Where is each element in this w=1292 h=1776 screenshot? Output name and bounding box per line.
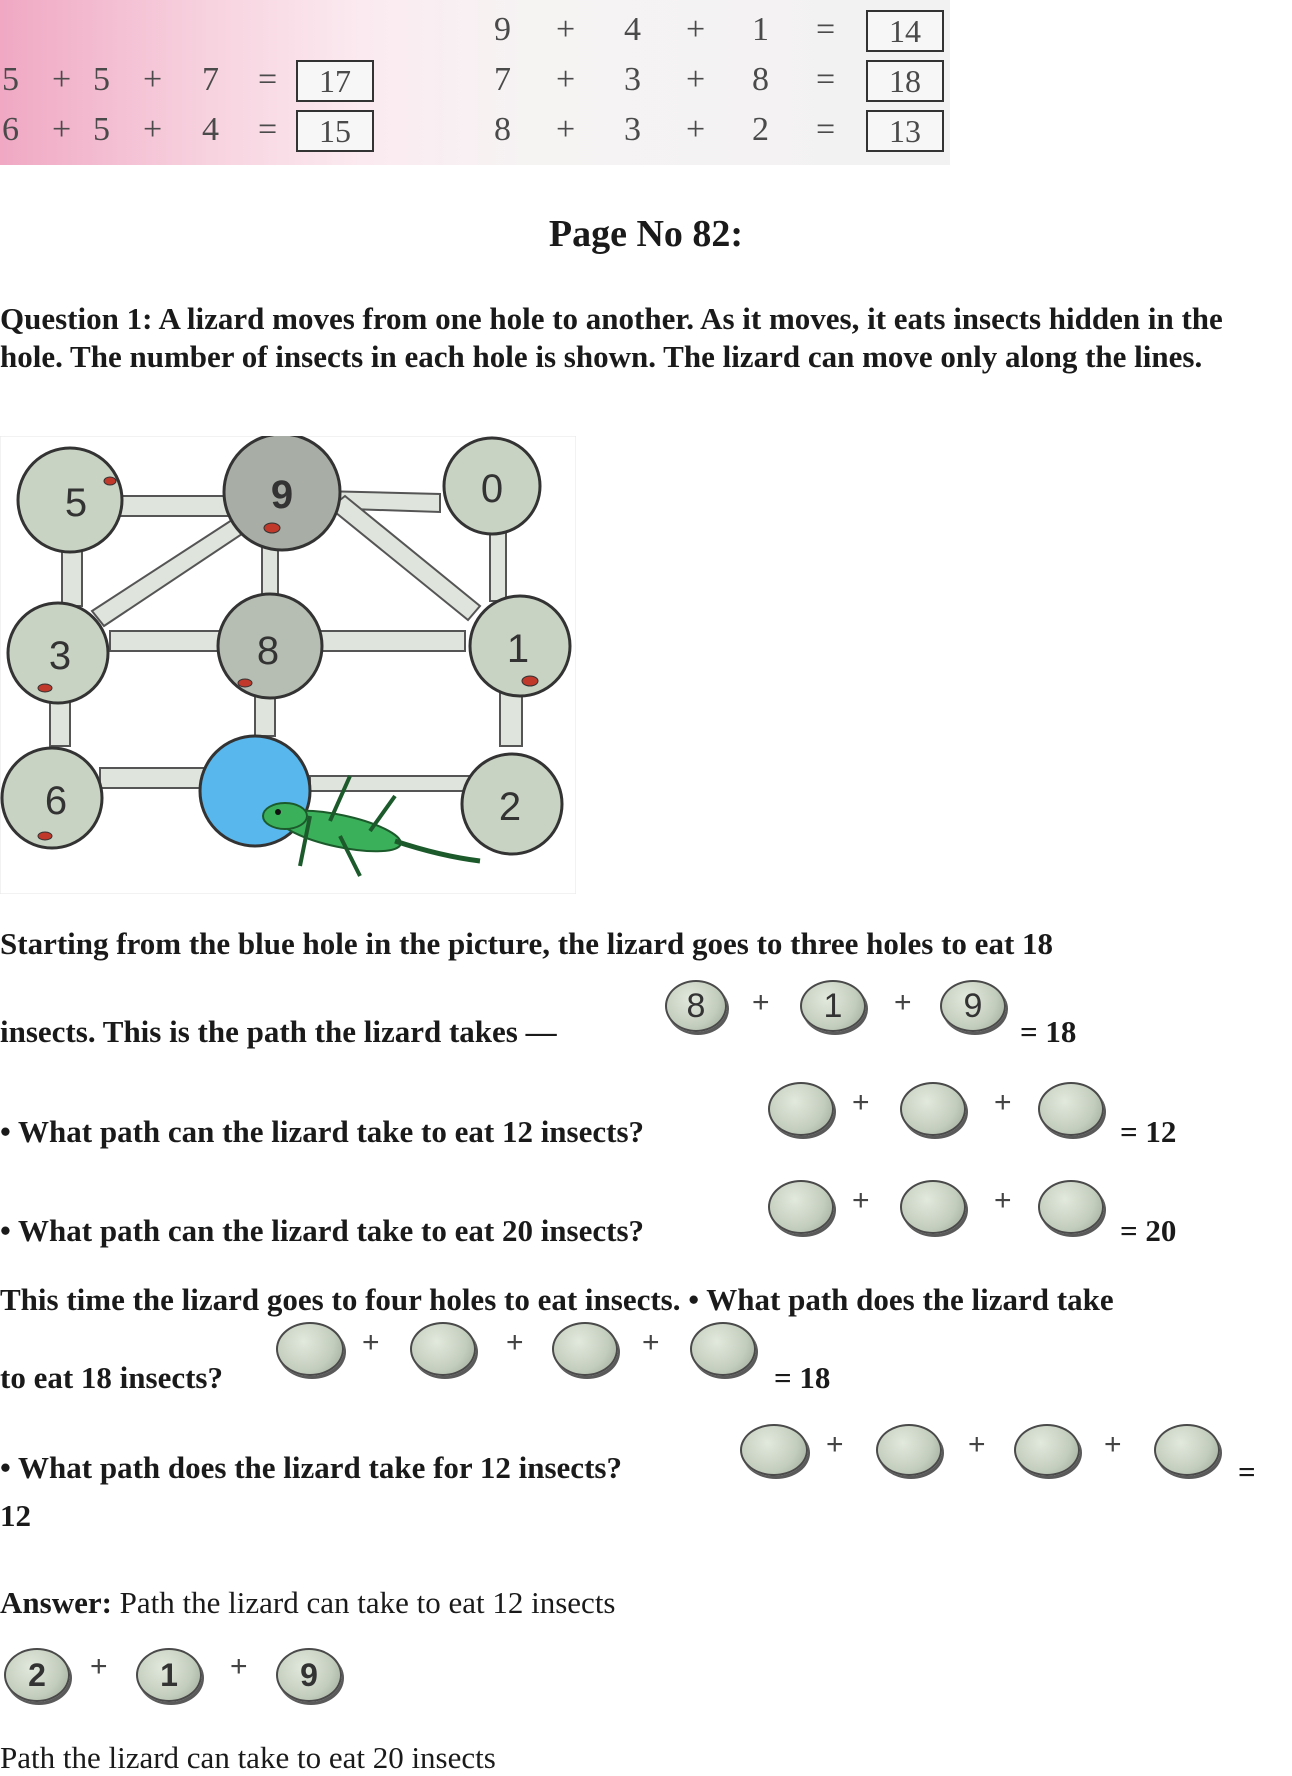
addend: 5: [93, 111, 110, 148]
addend: 2: [752, 111, 769, 148]
result-20: = 20: [1120, 1213, 1177, 1248]
plus-sign: +: [642, 1326, 660, 1359]
plus-sign: +: [143, 61, 163, 98]
answer-20-text: Path the lizard can take to eat 20 insects: [0, 1740, 496, 1775]
sum-box: 13: [866, 110, 944, 152]
addend: 7: [202, 61, 219, 98]
four-holes-line-2: to eat 18 insects?: [0, 1360, 223, 1395]
result-12: = 12: [1120, 1114, 1177, 1149]
plus-sign: +: [686, 11, 706, 48]
plus-sign: +: [686, 61, 706, 98]
plus-sign: +: [556, 111, 576, 148]
page-title: Page No 82:: [548, 213, 744, 255]
addend: 3: [624, 111, 641, 148]
blank-hole[interactable]: [876, 1424, 942, 1476]
blank-hole[interactable]: [900, 1180, 966, 1234]
sum-box: 14: [866, 10, 944, 52]
plus-sign: +: [230, 1650, 248, 1683]
equals-sign: =: [258, 111, 278, 148]
addend: 8: [752, 61, 769, 98]
addend: 5: [93, 61, 110, 98]
answer-text: Path the lizard can take to eat 12 insects: [119, 1585, 616, 1620]
plus-sign: +: [52, 61, 72, 98]
intro-line-2: insects. This is the path the lizard takes —: [0, 1014, 557, 1049]
addend: 7: [494, 61, 511, 98]
addend: 4: [202, 111, 219, 148]
blank-hole[interactable]: [1014, 1424, 1080, 1476]
addend: 4: [624, 11, 641, 48]
equation-row: [0, 108, 380, 152]
four-12-number: 12: [0, 1498, 31, 1533]
plus-sign: +: [556, 61, 576, 98]
four-12-equals: =: [1238, 1454, 1256, 1489]
hole-number: 6: [44, 779, 68, 823]
plus-sign: +: [556, 11, 576, 48]
blank-hole[interactable]: [552, 1322, 618, 1376]
addend: 3: [624, 61, 641, 98]
hole-number: 1: [506, 627, 530, 671]
blank-hole[interactable]: [410, 1322, 476, 1376]
equals-sign: =: [816, 11, 836, 48]
plus-sign: +: [826, 1428, 844, 1461]
answer-line: [0, 1585, 616, 1621]
plus-sign: +: [90, 1650, 108, 1683]
equation-row: [494, 8, 944, 52]
plus-sign: +: [894, 986, 912, 1019]
blank-hole[interactable]: [1038, 1180, 1104, 1234]
equals-sign: =: [816, 111, 836, 148]
sum-box: 17: [296, 60, 374, 102]
example-result: = 18: [1020, 1014, 1077, 1049]
blank-hole[interactable]: [900, 1082, 966, 1136]
addend: 6: [2, 111, 19, 148]
addition-strip: [0, 0, 950, 165]
question-20-insects: • What path can the lizard take to eat 20 insects?: [0, 1213, 645, 1248]
line-6-blue: [100, 768, 210, 788]
four-holes-line-1: This time the lizard goes to four holes to eat insects. • What path does the lizard take: [0, 1282, 1114, 1317]
intro-line-1: Starting from the blue hole in the picture, the lizard goes to three holes to eat 18: [0, 926, 1054, 961]
addend: 9: [494, 11, 511, 48]
plus-sign: +: [994, 1184, 1012, 1217]
question-text: Question 1: A lizard moves from one hole to another. As it moves, it eats insects hidden in the hole. The number of insects in each hole is shown. The lizard can move only along the lines.: [0, 301, 1223, 374]
plus-sign: +: [968, 1428, 986, 1461]
line-blue-2: [310, 776, 470, 791]
example-hole-8: 8: [665, 980, 727, 1032]
plus-sign: +: [852, 1086, 870, 1119]
sum-box: 18: [866, 60, 944, 102]
equals-sign: =: [258, 61, 278, 98]
blank-hole[interactable]: [1038, 1082, 1104, 1136]
plus-sign: +: [52, 111, 72, 148]
equation-row: [494, 58, 944, 102]
four-holes-12-question: • What path does the lizard take for 12 insects?: [0, 1450, 622, 1485]
plus-sign: +: [994, 1086, 1012, 1119]
blank-hole[interactable]: [768, 1180, 834, 1234]
plus-sign: +: [506, 1326, 524, 1359]
plus-sign: +: [752, 986, 770, 1019]
blank-hole[interactable]: [690, 1322, 756, 1376]
addend: 8: [494, 111, 511, 148]
hole-number: 5: [64, 481, 88, 525]
hole-number: 3: [48, 634, 72, 678]
addend: 5: [2, 61, 19, 98]
plus-sign: +: [143, 111, 163, 148]
line-8-1: [310, 631, 465, 651]
example-hole-1: 1: [800, 980, 866, 1032]
line-3-8: [110, 631, 230, 651]
hole-number: 9: [270, 473, 294, 517]
blank-hole[interactable]: [276, 1322, 344, 1376]
lizard-holes-illustration: [0, 436, 576, 894]
equation-row: [0, 58, 380, 102]
question-12-insects: • What path can the lizard take to eat 12 insects?: [0, 1114, 645, 1149]
hole-number: 0: [480, 467, 504, 511]
blank-hole[interactable]: [1154, 1424, 1220, 1476]
hole-number: 2: [498, 785, 522, 829]
hole-number: 8: [256, 629, 280, 673]
sum-box: 15: [296, 110, 374, 152]
answer-label: Answer:: [0, 1585, 112, 1620]
line-0-1: [490, 526, 506, 601]
result-four-18: = 18: [774, 1360, 831, 1395]
plus-sign: +: [686, 111, 706, 148]
addend: 1: [752, 11, 769, 48]
plus-sign: +: [362, 1326, 380, 1359]
example-hole-9: 9: [940, 980, 1006, 1032]
equation-row: [494, 108, 944, 152]
plus-sign: +: [1104, 1428, 1122, 1461]
answer-hole-2: 2: [4, 1648, 70, 1702]
blank-hole[interactable]: [768, 1082, 834, 1136]
answer-hole-1: 1: [136, 1648, 202, 1702]
answer-hole-9: 9: [276, 1648, 342, 1702]
plus-sign: +: [852, 1184, 870, 1217]
blank-hole[interactable]: [740, 1424, 808, 1476]
equals-sign: =: [816, 61, 836, 98]
